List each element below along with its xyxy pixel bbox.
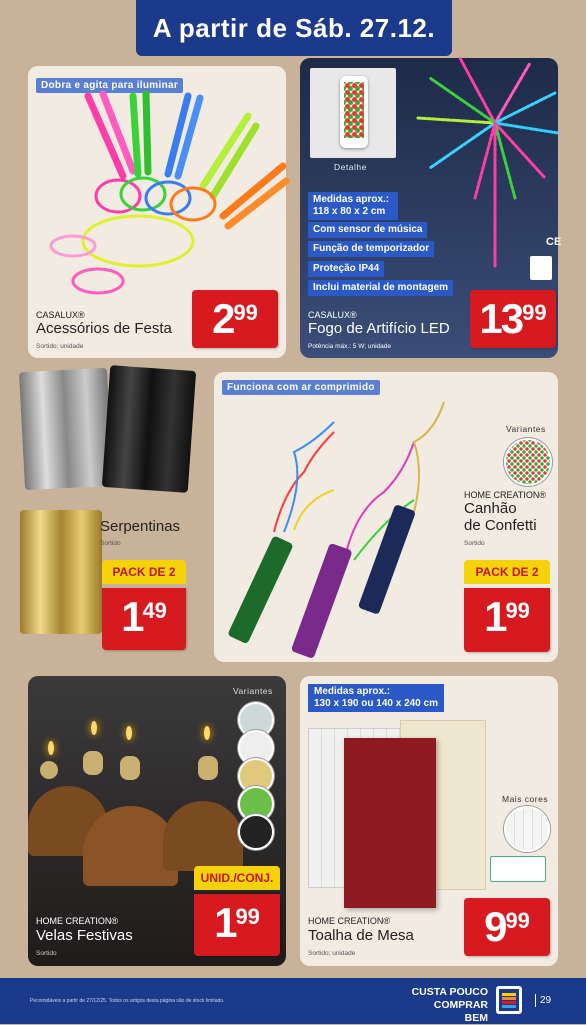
feature-tag: Funciona com ar comprimido [222,380,380,395]
product-note: Sortido; unidade [308,950,356,957]
product-note: Sortido; unidade [36,343,84,350]
product-name: Toalha de Mesa [308,927,414,944]
product-note: Sortido [36,950,57,957]
price-tag [470,290,556,348]
brand-name: HOME CREATION® [464,490,546,500]
price-decimal: 99 [235,904,260,929]
price-decimal: 99 [522,300,547,325]
feature-size: Medidas aprox.: 118 x 80 x 2 cm [308,192,398,220]
product-info-streamers [90,510,206,660]
product-card-led[interactable] [300,58,562,358]
product-card-glow[interactable] [28,66,286,358]
more-colors-label: Mais cores [502,794,549,804]
aldi-logo-icon [496,986,522,1014]
feature-music-sensor: Com sensor de música [308,222,427,238]
product-card-candles[interactable] [28,676,286,966]
size-tag-line1: Medidas aprox.: [314,686,391,697]
detail-label: Detalhe [334,162,367,172]
product-name: Acessórios de Festa [36,320,172,337]
price-tag [194,894,280,956]
size-tag [308,684,444,712]
feature-tag: Dobra e agita para iluminar [36,78,183,93]
product-note: Sortido [464,540,485,547]
page-number: 29 [540,995,552,1006]
price-tag [464,588,550,652]
price-decimal: 99 [505,908,530,933]
price-integer: 1 [214,899,236,946]
size-tag-line2: 130 x 190 ou 140 x 240 cm [314,698,438,709]
price-decimal: 99 [505,598,530,623]
feature-mounting: Inclui material de montagem [308,280,453,296]
price-integer: 9 [484,903,506,950]
price-integer: 2 [212,295,234,342]
price-integer: 1 [121,593,143,640]
brand-name: HOME CREATION® [36,916,118,926]
product-card-tablecloth[interactable] [300,676,558,966]
product-name: Serpentinas [100,518,181,535]
brand-name: HOME CREATION® [308,916,390,926]
feature-ip44: Proteção IP44 [308,261,384,277]
variants-label: Variantes [506,424,546,434]
price-decimal: 99 [233,300,258,325]
confetti-variant-swatch [504,438,552,486]
red-cloth-image [344,738,436,908]
footer-footnote: Pecomidáveis a partir de 27/12/25. Todos os artigos desta página são de stock limitado. [30,998,225,1004]
price-tag [102,588,186,650]
remote-detail-image [310,68,396,158]
brand-name: CASALUX® [36,310,85,320]
candle-variant-5 [238,814,274,850]
streamers-black-image [102,365,196,493]
slogan-line2: COMPRAR BEM [433,999,488,1024]
price-integer: 1 [484,593,506,640]
color-variant-swatch [504,806,550,852]
price-tag [464,898,550,956]
product-name-line1: Canhão [464,500,517,517]
feature-timer: Função de temporizador [308,241,434,257]
unit-badge: UNID./CONJ. [194,866,280,890]
streamers-silver-image [19,368,113,490]
product-note: Potência máx.: 5 W; unidade [308,343,391,350]
price-decimal: 49 [142,598,167,623]
pack-badge: PACK DE 2 [102,560,186,584]
price-integer: 13 [479,295,523,342]
footer-slogan [410,986,488,1025]
pack-badge: PACK DE 2 [464,560,550,584]
product-name: Velas Festivas [36,927,133,944]
oeko-tex-icon [490,856,546,882]
confetti-cannon-image [214,392,464,662]
ce-mark: CE [546,236,562,248]
slogan-line1: CUSTA POUCO [411,986,488,998]
variants-label: Variantes [233,686,273,696]
date-banner: A partir de Sáb. 27.12. [136,0,452,56]
warranty-icon [530,256,552,280]
product-card-confetti[interactable] [214,372,558,662]
product-name: Fogo de Artifício LED [308,320,450,337]
brand-name: CASALUX® [308,310,357,320]
price-tag [192,290,278,348]
product-name-line2: de Confetti [464,517,537,534]
product-note: Sortido [100,540,121,547]
